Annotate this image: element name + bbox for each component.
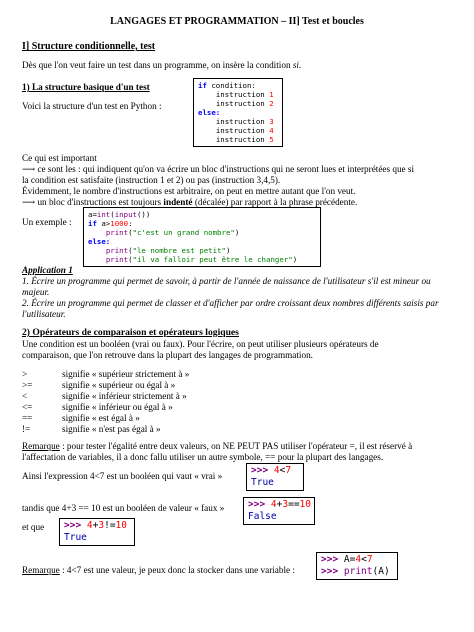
p4-indente: indenté (163, 197, 193, 207)
code-else: else: (88, 237, 111, 246)
application-heading: Application 1 (22, 265, 73, 275)
shell-num: 4 (355, 554, 362, 565)
shell-op: + (276, 499, 283, 510)
remark-label: Remarque (22, 441, 60, 451)
code-print: print (105, 255, 129, 264)
code-instr: instruction (215, 90, 270, 99)
operator-desc: signifie « inférieur strictement à » (62, 391, 187, 401)
operator-symbol: != (22, 424, 31, 434)
code-n4: 4 (269, 126, 274, 135)
code-cond: condition: (206, 81, 256, 90)
shell-num: 7 (285, 465, 292, 476)
subsection-heading-1: 1) La structure basique d'un test (22, 82, 150, 92)
shell-op: < (279, 465, 286, 476)
remark-line: l'affectation de variables, il a donc fallu utiliser un autre symbole, == pour la plupart des langages. (22, 452, 384, 462)
shell-num: 3 (282, 499, 289, 510)
operator-symbol: >= (22, 380, 33, 390)
operator-desc: signifie « inférieur ou égal à » (62, 402, 173, 412)
code-n5: 5 (269, 135, 274, 144)
operator-desc: signifie « est égal à » (62, 413, 140, 423)
code-n2: 2 (269, 99, 274, 108)
shell-op: == (288, 499, 300, 510)
code-paren: ( (110, 210, 115, 219)
section-heading-2: 2) Opérateurs de comparaison et opérateurs logiques (22, 327, 239, 338)
section-heading-1: I] Structure conditionnelle, test (22, 41, 156, 52)
remark-line (22, 565, 295, 577)
code-a: a= (88, 210, 97, 219)
shell-num: 4 (86, 520, 93, 531)
shell-result: True (251, 477, 274, 488)
code-instr: instruction (215, 99, 270, 108)
exercise-line: 2. Écrire un programme qui permet de classer et d'afficher par ordre croissant deux nombres différents saisis par (22, 298, 439, 308)
shell-op: < (361, 554, 367, 565)
exercise-line: l'utilisateur. (22, 309, 66, 319)
important-label: Ce qui est important (22, 153, 97, 163)
shell-box-4 (316, 552, 398, 580)
code-string: "il va falloir peut être le changer" (132, 255, 293, 264)
shell-num: 7 (366, 554, 373, 565)
shell-num: 3 (98, 520, 105, 531)
tandis-line: tandis que 4+3 == 10 est un booléen de valeur « faux » (22, 503, 225, 513)
shell-arg: (A) (372, 566, 390, 577)
code-n3: 3 (269, 117, 274, 126)
code-print: print (105, 246, 129, 255)
intro-si: si. (292, 60, 302, 70)
paragraph-line: Une condition est un booléen (vrai ou faux). Pour l'écrire, on peut utiliser plusieurs opérateurs de (22, 339, 379, 349)
shell-prompt: >>> (321, 554, 344, 565)
code-colon: : (128, 219, 133, 228)
code-int: int (96, 210, 111, 219)
remark-label: Remarque (22, 565, 60, 575)
ainsi-line: Ainsi l'expression 4<7 est un booléen qui vaut « vrai » (22, 471, 223, 481)
paragraph-line: Évidemment, le nombre d'instructions est arbitraire, on peut en mettre autant que l'on veut. (22, 186, 356, 196)
shell-assign: A= (343, 554, 356, 565)
code-n1: 1 (269, 90, 274, 99)
code-else: else: (198, 108, 221, 117)
exercise-line: 1. Écrire un programme qui permet de savoir, à partir de l'année de naissance de l'utilisateur s'il est mineur ou (22, 276, 431, 286)
remark-text: : pour tester l'égalité entre deux valeurs, on NE PEUT PAS utiliser l'opérateur =, il est réservé à (59, 441, 413, 451)
operator-symbol: <= (22, 402, 33, 412)
example-label: Un exemple : (22, 217, 72, 227)
code-input: input (114, 210, 137, 219)
remark-text: : 4<7 est une valeur, je peux donc la stocker dans une variable : (59, 565, 295, 575)
code-paren-close: ()) (136, 210, 151, 219)
structure-code-block (193, 78, 283, 147)
code-num: 1000 (110, 219, 129, 228)
code-string: "le nombre est petit" (132, 246, 226, 255)
code-instr: instruction (215, 135, 270, 144)
exercise-line: majeur. (22, 287, 50, 297)
operator-desc: signifie « supérieur strictement à » (62, 369, 190, 379)
shell-prompt: >>> (64, 520, 87, 531)
shell-result: False (248, 511, 277, 522)
shell-box-1 (246, 463, 304, 491)
shell-num: 10 (299, 499, 311, 510)
operator-desc: signifie « n'est pas égal à » (62, 424, 161, 434)
paragraph-line: comparaison, que l'on retrouve dans la plupart des langages de programmation. (22, 350, 313, 360)
shell-box-2 (243, 497, 315, 525)
code-instr: instruction (215, 117, 270, 126)
code-if: if (198, 81, 207, 90)
p4-text-end: (décalée) par rapport à la phrase précédente. (192, 197, 358, 207)
intro-text: Dès que l'on veut faire un test dans un programme, on insère la condition (22, 60, 293, 70)
p4-text: ⟶ un bloc d'instructions est toujours (22, 197, 164, 207)
shell-result: True (64, 532, 87, 543)
etque-line: et que (22, 522, 45, 532)
intro-paragraph (22, 60, 301, 72)
example-code-block: a=int(input()) if a>1000: print("c'est un grand nombre") else: print("le nombre est petit") print("il va falloir peut être le changer") (83, 207, 321, 267)
operator-symbol: == (22, 413, 33, 423)
paragraph-line: la condition est satisfaite (instruction 1 et 2) ou pas (instruction 3,4,5). (22, 175, 281, 185)
shell-op: + (92, 520, 99, 531)
code-cond: a> (96, 219, 111, 228)
code-print: print (105, 228, 129, 237)
operator-symbol: > (22, 369, 28, 379)
shell-print: print (343, 566, 373, 577)
shell-box-3 (59, 518, 135, 546)
shell-prompt: >>> (251, 465, 274, 476)
remark-line (22, 441, 412, 453)
shell-num: 4 (270, 499, 277, 510)
code-instr: instruction (215, 126, 270, 135)
code-if: if (88, 219, 97, 228)
paragraph-line: ⟶ ce sont les : qui indiquent qu'on va écrire un bloc d'instructions qui ne seront lues et interprétées que si (22, 164, 415, 174)
shell-prompt: >>> (321, 566, 344, 577)
shell-num: 10 (115, 520, 127, 531)
page-title: LANGAGES ET PROGRAMMATION – II] Test et boucles (110, 16, 364, 27)
operator-desc: signifie « supérieur ou égal à » (62, 380, 176, 390)
shell-prompt: >>> (248, 499, 271, 510)
shell-op: != (104, 520, 116, 531)
shell-num: 4 (273, 465, 280, 476)
operator-symbol: < (22, 391, 28, 401)
structure-label: Voici la structure d'un test en Python : (22, 101, 162, 111)
code-string: "c'est un grand nombre" (132, 228, 235, 237)
